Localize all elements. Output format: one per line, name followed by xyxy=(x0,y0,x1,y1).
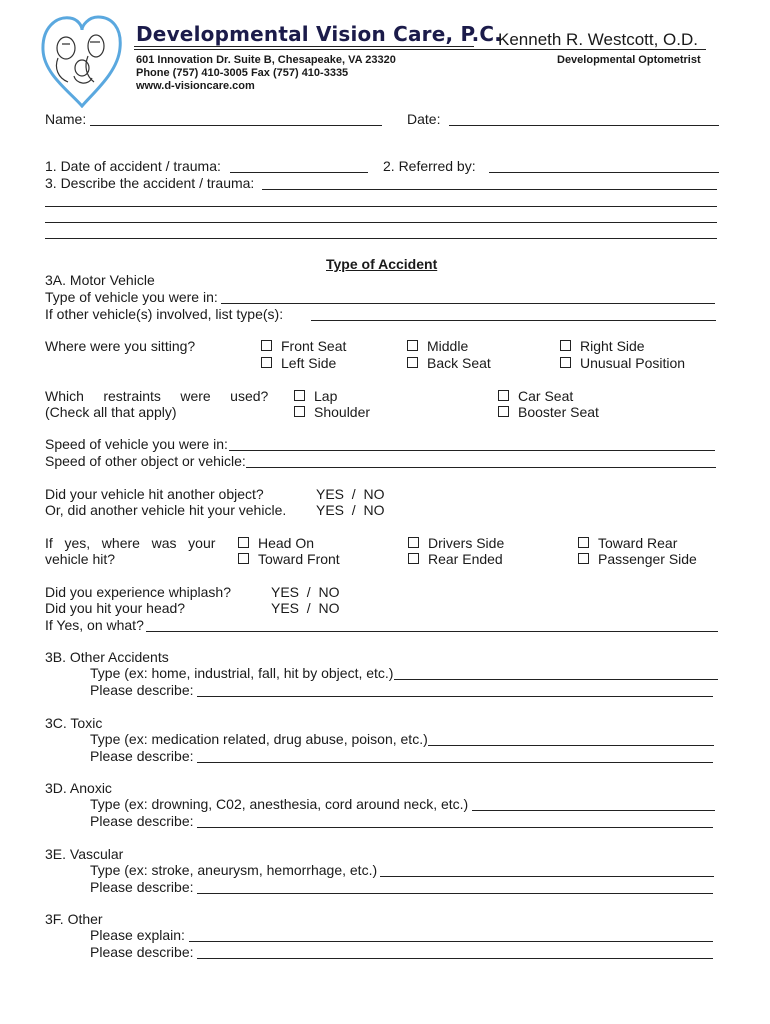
hit-where-label: If yes, where was your xyxy=(45,535,216,551)
describe-accident-line-4[interactable] xyxy=(45,238,717,239)
hit-where-label-2: vehicle hit? xyxy=(45,551,116,567)
checkbox-icon[interactable] xyxy=(238,553,249,564)
type-of-accident-title: Type of Accident xyxy=(326,256,438,272)
other-accidents-type-label: Type (ex: home, industrial, fall, hit by object, etc.) xyxy=(90,665,394,681)
speed-label: Speed of vehicle you were in: xyxy=(45,436,228,452)
toxic-heading: 3C. Toxic xyxy=(45,715,103,731)
checkbox-shoulder[interactable] xyxy=(294,404,370,420)
unusual-position-label: Unusual Position xyxy=(580,355,686,371)
checkbox-toward-front[interactable] xyxy=(238,551,340,567)
checkbox-middle[interactable] xyxy=(407,338,468,354)
checkbox-drivers-side[interactable] xyxy=(408,535,504,551)
other-accidents-type-field[interactable] xyxy=(394,679,718,680)
anoxic-type-field[interactable] xyxy=(472,810,715,811)
drivers-side-label: Drivers Side xyxy=(428,535,505,551)
anoxic-heading: 3D. Anoxic xyxy=(45,780,112,796)
describe-accident-label: 3. Describe the accident / trauma: xyxy=(45,175,255,191)
toxic-type-label: Type (ex: medication related, drug abuse, poison, etc.) xyxy=(90,731,428,747)
motor-vehicle-heading: 3A. Motor Vehicle xyxy=(45,272,155,288)
other-vehicles-label: If other vehicle(s) involved, list type(s): xyxy=(45,306,284,322)
on-what-field[interactable] xyxy=(146,631,718,632)
middle-label: Middle xyxy=(427,338,469,354)
referred-by-field[interactable] xyxy=(489,172,719,173)
referred-by-label: 2. Referred by: xyxy=(383,158,476,174)
checkbox-icon[interactable] xyxy=(261,357,272,368)
toxic-describe-field[interactable] xyxy=(197,762,713,763)
right-side-label: Right Side xyxy=(580,338,645,354)
passenger-side-label: Passenger Side xyxy=(598,551,697,567)
hit-by-yes-no[interactable]: YES / NO xyxy=(316,502,385,518)
hit-head-yes-no[interactable]: YES / NO xyxy=(271,600,340,616)
clinic-name: Developmental Vision Care, P.C. xyxy=(136,22,503,46)
describe-accident-line-3[interactable] xyxy=(45,222,717,223)
checkbox-icon[interactable] xyxy=(408,553,419,564)
speed-field[interactable] xyxy=(229,450,715,451)
vascular-heading: 3E. Vascular xyxy=(45,846,124,862)
front-seat-label: Front Seat xyxy=(281,338,347,354)
checkbox-icon[interactable] xyxy=(578,537,589,548)
other-describe-field[interactable] xyxy=(197,958,713,959)
booster-seat-label: Booster Seat xyxy=(518,404,599,420)
checkbox-left-side[interactable] xyxy=(261,355,336,371)
doctor-name: Kenneth R. Westcott, O.D. xyxy=(498,30,698,49)
clinic-logo xyxy=(40,12,124,108)
clinic-website: www.d-visioncare.com xyxy=(136,80,255,92)
checkbox-toward-rear[interactable] xyxy=(578,535,677,551)
checkbox-icon[interactable] xyxy=(407,340,418,351)
other-accidents-describe-field[interactable] xyxy=(197,696,713,697)
checkbox-icon[interactable] xyxy=(560,340,571,351)
other-explain-field[interactable] xyxy=(189,941,713,942)
back-seat-label: Back Seat xyxy=(427,355,491,371)
checkbox-head-on[interactable] xyxy=(238,535,314,551)
car-seat-label: Car Seat xyxy=(518,388,574,404)
checkbox-unusual-position[interactable] xyxy=(560,355,685,371)
checkbox-lap[interactable] xyxy=(294,388,337,404)
date-field[interactable] xyxy=(449,125,719,126)
vascular-type-label: Type (ex: stroke, aneurysm, hemorrhage, etc.) xyxy=(90,862,378,878)
clinic-phone-fax: Phone (757) 410-3005 Fax (757) 410-3335 xyxy=(136,67,349,79)
checkbox-icon[interactable] xyxy=(498,390,509,401)
name-field[interactable] xyxy=(90,125,382,126)
anoxic-describe-label: Please describe: xyxy=(90,813,194,829)
checkbox-passenger-side[interactable] xyxy=(578,551,697,567)
hit-object-yes-no[interactable]: YES / NO xyxy=(316,486,385,502)
checkbox-icon[interactable] xyxy=(294,390,305,401)
checkbox-icon[interactable] xyxy=(560,357,571,368)
restraints-hint: (Check all that apply) xyxy=(45,404,177,420)
date-label: Date: xyxy=(407,111,441,127)
checkbox-car-seat[interactable] xyxy=(498,388,573,404)
hit-by-label: Or, did another vehicle hit your vehicle. xyxy=(45,502,287,518)
speed-other-field[interactable] xyxy=(246,467,716,468)
clinic-address: 601 Innovation Dr. Suite B, Chesapeake, VA 23320 xyxy=(136,54,396,66)
sitting-label: Where were you sitting? xyxy=(45,338,196,354)
vascular-type-field[interactable] xyxy=(380,876,714,877)
on-what-label: If Yes, on what? xyxy=(45,617,144,633)
whiplash-label: Did you experience whiplash? xyxy=(45,584,231,600)
checkbox-right-side[interactable] xyxy=(560,338,645,354)
header-rule xyxy=(134,49,706,50)
checkbox-icon[interactable] xyxy=(498,406,509,417)
clinic-name-underline xyxy=(134,46,474,47)
accident-date-label: 1. Date of accident / trauma: xyxy=(45,158,221,174)
hit-object-label: Did your vehicle hit another object? xyxy=(45,486,264,502)
doctor-title: Developmental Optometrist xyxy=(557,54,701,66)
checkbox-icon[interactable] xyxy=(294,406,305,417)
family-figures-icon xyxy=(56,35,104,83)
toxic-describe-label: Please describe: xyxy=(90,748,194,764)
toward-rear-label: Toward Rear xyxy=(598,535,678,551)
restraints-label: Which restraints were used? xyxy=(45,388,269,404)
shoulder-label: Shoulder xyxy=(314,404,371,420)
toward-front-label: Toward Front xyxy=(258,551,340,567)
name-label: Name: xyxy=(45,111,87,127)
checkbox-icon[interactable] xyxy=(238,537,249,548)
head-on-label: Head On xyxy=(258,535,315,551)
toxic-type-field[interactable] xyxy=(428,745,714,746)
other-explain-label: Please explain: xyxy=(90,927,185,943)
anoxic-describe-field[interactable] xyxy=(197,827,713,828)
checkbox-icon[interactable] xyxy=(407,357,418,368)
checkbox-front-seat[interactable] xyxy=(261,338,346,354)
heart-outline-icon xyxy=(43,17,120,106)
hit-head-label: Did you hit your head? xyxy=(45,600,186,616)
other-accidents-heading: 3B. Other Accidents xyxy=(45,649,169,665)
accident-date-field[interactable] xyxy=(230,172,368,173)
checkbox-icon[interactable] xyxy=(261,340,272,351)
describe-accident-field[interactable] xyxy=(262,189,717,190)
vascular-describe-label: Please describe: xyxy=(90,879,194,895)
speed-other-label: Speed of other object or vehicle: xyxy=(45,453,246,469)
anoxic-type-label: Type (ex: drowning, C02, anesthesia, cord around neck, etc.) xyxy=(90,796,469,812)
checkbox-booster-seat[interactable] xyxy=(498,404,599,420)
other-describe-label: Please describe: xyxy=(90,944,194,960)
describe-accident-line-2[interactable] xyxy=(45,206,717,207)
checkbox-icon[interactable] xyxy=(578,553,589,564)
lap-label: Lap xyxy=(314,388,338,404)
left-side-label: Left Side xyxy=(281,355,337,371)
checkbox-icon[interactable] xyxy=(408,537,419,548)
whiplash-yes-no[interactable]: YES / NO xyxy=(271,584,340,600)
checkbox-rear-ended[interactable] xyxy=(408,551,503,567)
rear-ended-label: Rear Ended xyxy=(428,551,503,567)
vehicle-type-label: Type of vehicle you were in: xyxy=(45,289,218,305)
checkbox-back-seat[interactable] xyxy=(407,355,491,371)
other-heading: 3F. Other xyxy=(45,911,103,927)
vehicle-type-field[interactable] xyxy=(221,303,715,304)
other-accidents-describe-label: Please describe: xyxy=(90,682,194,698)
vascular-describe-field[interactable] xyxy=(197,893,713,894)
other-vehicles-field[interactable] xyxy=(311,320,716,321)
